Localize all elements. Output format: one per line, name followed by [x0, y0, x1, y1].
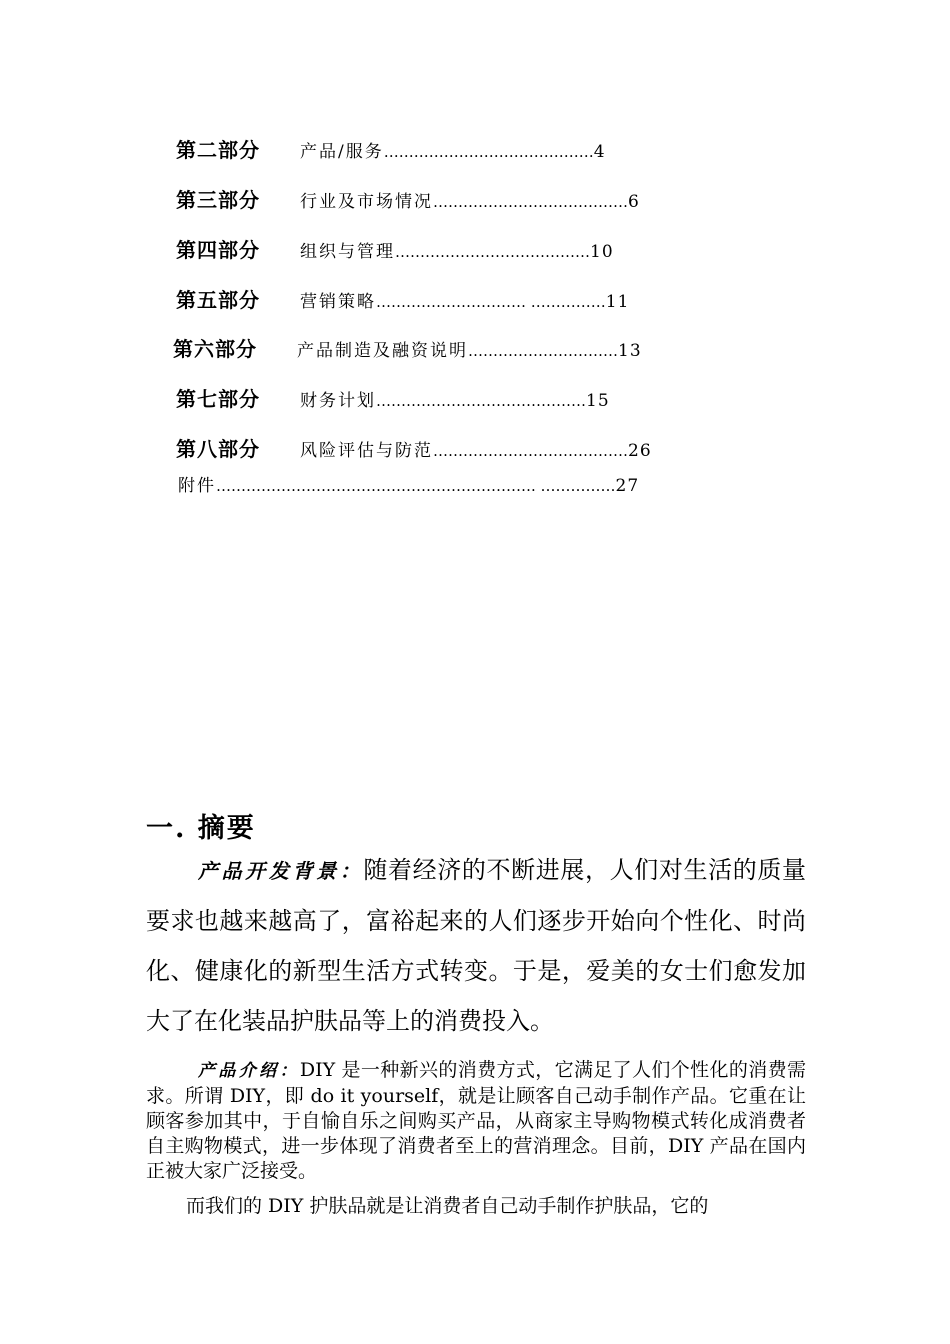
toc-page: 15	[586, 391, 610, 411]
toc-page: 11	[605, 292, 630, 312]
intro-text: DIY 是一种新兴的消费方式，它满足了人们个性化的消费需求。所谓 DIY，即 do it yourself，就是让顾客自己动手制作产品。它重在让顾客参加其中，于自愉自乐之间购买产品，从商家主导购物模式转化成消费者自主购物模式，进一步体现了消费者至上的营消理念。目前，DIY 产品在国内正被大家广泛接受。	[146, 1059, 806, 1182]
toc-row-7	[176, 384, 610, 414]
toc-part: 第三部分	[176, 188, 260, 212]
toc-dots: ………………………………………………………. ……………	[216, 477, 616, 495]
toc-page: 13	[618, 341, 642, 361]
toc-title: 产品/服务	[300, 142, 384, 162]
closing-text: 而我们的 DIY 护肤品就是让消费者自己动手制作护肤品，它的	[186, 1195, 709, 1217]
toc-page: 10	[590, 242, 614, 262]
toc-row-2	[176, 135, 606, 165]
toc-row-5	[176, 285, 629, 315]
toc-page: 4	[593, 142, 606, 162]
toc-dots: …………………………	[468, 342, 618, 360]
toc-dots: …………………………………	[433, 442, 628, 460]
toc-row-3	[176, 185, 640, 215]
toc-part: 第七部分	[176, 387, 260, 411]
toc-dots: ……………………………………	[376, 392, 586, 410]
toc-dots: …………………………………	[395, 243, 590, 261]
toc-title: 产品制造及融资说明	[297, 341, 468, 361]
toc-title: 组织与管理	[300, 242, 395, 262]
toc-part: 第六部分	[173, 337, 257, 361]
toc-title: 风险评估与防范	[300, 441, 433, 461]
background-text: 随着经济的不断进展，人们对生活的质量要求也越来越高了，富裕起来的人们逐步开始向个性化、时尚化、健康化的新型生活方式转变。于是，爱美的女士们愈发加大了在化装品护肤品等上的消费投入。	[146, 856, 806, 1035]
background-lead: 产品开发背景：	[198, 859, 364, 883]
toc-dots: ………………………… ……………	[376, 293, 606, 311]
section-heading: 一. 摘要	[146, 813, 256, 844]
toc-page: 6	[628, 192, 640, 212]
toc-row-6	[173, 334, 642, 364]
toc-row-8	[176, 434, 652, 464]
toc-dots: …………………………………	[433, 193, 628, 211]
toc-page: 27	[615, 476, 640, 496]
toc-part: 第五部分	[176, 288, 260, 312]
toc-title: 财务计划	[300, 391, 376, 411]
toc-part: 第二部分	[176, 138, 260, 162]
toc-part: 第四部分	[176, 238, 260, 262]
closing-paragraph	[186, 1194, 806, 1219]
toc-dots: ……………………………………	[383, 143, 594, 161]
toc-appendix-label: 附件	[178, 476, 216, 496]
toc-row-4	[176, 235, 614, 265]
intro-lead: 产品介绍：	[198, 1061, 300, 1081]
toc-part: 第八部分	[176, 437, 260, 461]
intro-paragraph	[146, 1058, 806, 1184]
toc-title: 行业及市场情况	[300, 192, 433, 212]
toc-title: 营销策略	[300, 292, 376, 312]
background-paragraph	[146, 845, 806, 1046]
toc-row-appendix	[178, 471, 639, 501]
toc-page: 26	[628, 441, 652, 461]
